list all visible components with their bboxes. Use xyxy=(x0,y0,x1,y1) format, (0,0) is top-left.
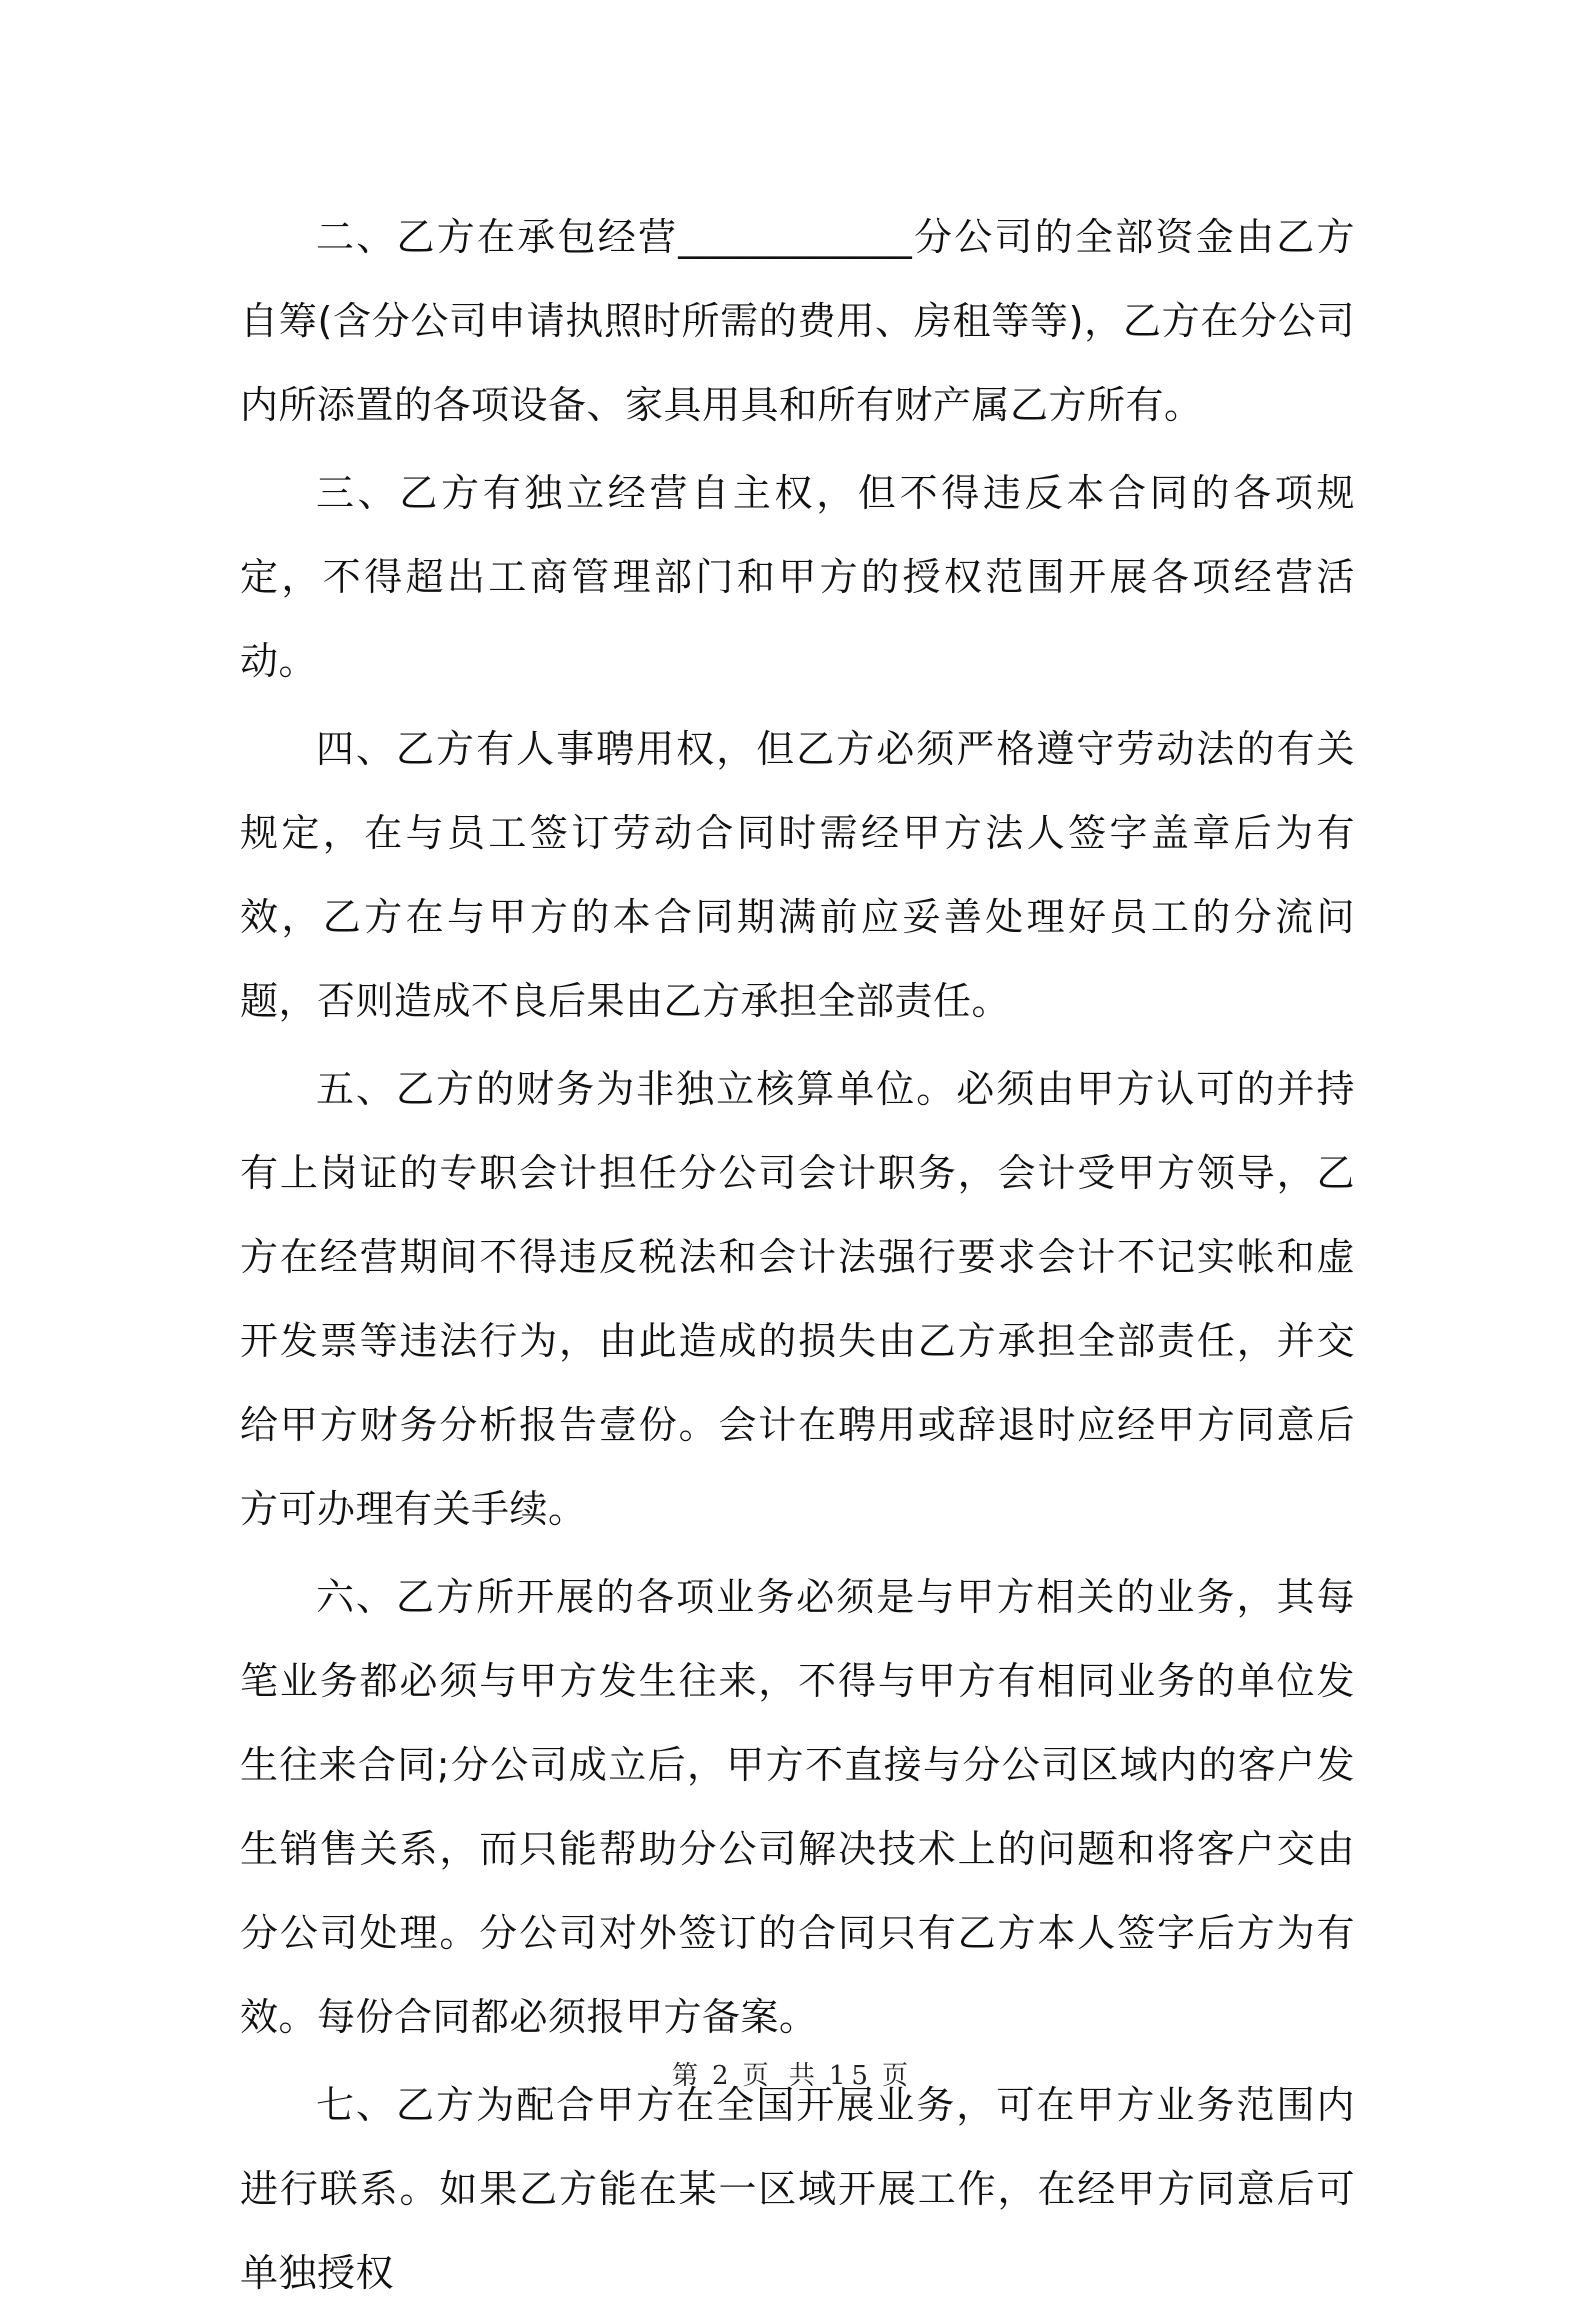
footer-total-pages: 15 xyxy=(828,2061,874,2091)
page-footer xyxy=(0,2055,1586,2092)
footer-prefix: 第 xyxy=(672,2061,705,2091)
document-body xyxy=(240,195,1355,2319)
paragraph-clause-7: 七、乙方为配合甲方在全国开展业务，可在甲方业务范围内进行联系。如果乙方能在某一区域开展工作，在经甲方同意后可单独授权 xyxy=(240,2083,1355,2295)
footer-middle: 页 共 xyxy=(742,2061,821,2091)
paragraph-clause-5: 五、乙方的财务为非独立核算单位。必须由甲方认可的并持有上岗证的专职会计担任分公司会计职务，会计受甲方领导，乙方在经营期间不得违反税法和会计法强行要求会计不记实帐和虚开发票等违法行为，由此造成的损失由乙方承担全部责任，并交给甲方财务分析报告壹份。会计在聘用或辞退时应经甲方同意后方可办理有关手续。 xyxy=(240,1067,1355,1531)
paragraph-clause-6: 六、乙方所开展的各项业务必须是与甲方相关的业务，其每笔业务都必须与甲方发生往来，不得与甲方有相同业务的单位发生往来合同;分公司成立后，甲方不直接与分公司区域内的客户发生销售关系，而只能帮助分公司解决技术上的问题和将客户交由分公司处理。分公司对外签订的合同只有乙方本人签字后方为有效。每份合同都必须报甲方备案。 xyxy=(240,1575,1355,2039)
footer-suffix: 页 xyxy=(881,2061,914,2091)
footer-current-page: 2 xyxy=(712,2061,735,2091)
paragraph-clause-4: 四、乙方有人事聘用权，但乙方必须严格遵守劳动法的有关规定，在与员工签订劳动合同时需经甲方法人签字盖章后为有效，乙方在与甲方的本合同期满前应妥善处理好员工的分流问题，否则造成不良后果由乙方承担全部责任。 xyxy=(240,727,1355,1023)
paragraph-clause-2: 二、乙方在承包经营____________分公司的全部资金由乙方自筹(含分公司申请执照时所需的费用、房租等等)，乙方在分公司内所添置的各项设备、家具用具和所有财产属乙方所有。 xyxy=(240,215,1355,427)
paragraph-clause-3: 三、乙方有独立经营自主权，但不得违反本合同的各项规定，不得超出工商管理部门和甲方的授权范围开展各项经营活动。 xyxy=(240,471,1355,683)
